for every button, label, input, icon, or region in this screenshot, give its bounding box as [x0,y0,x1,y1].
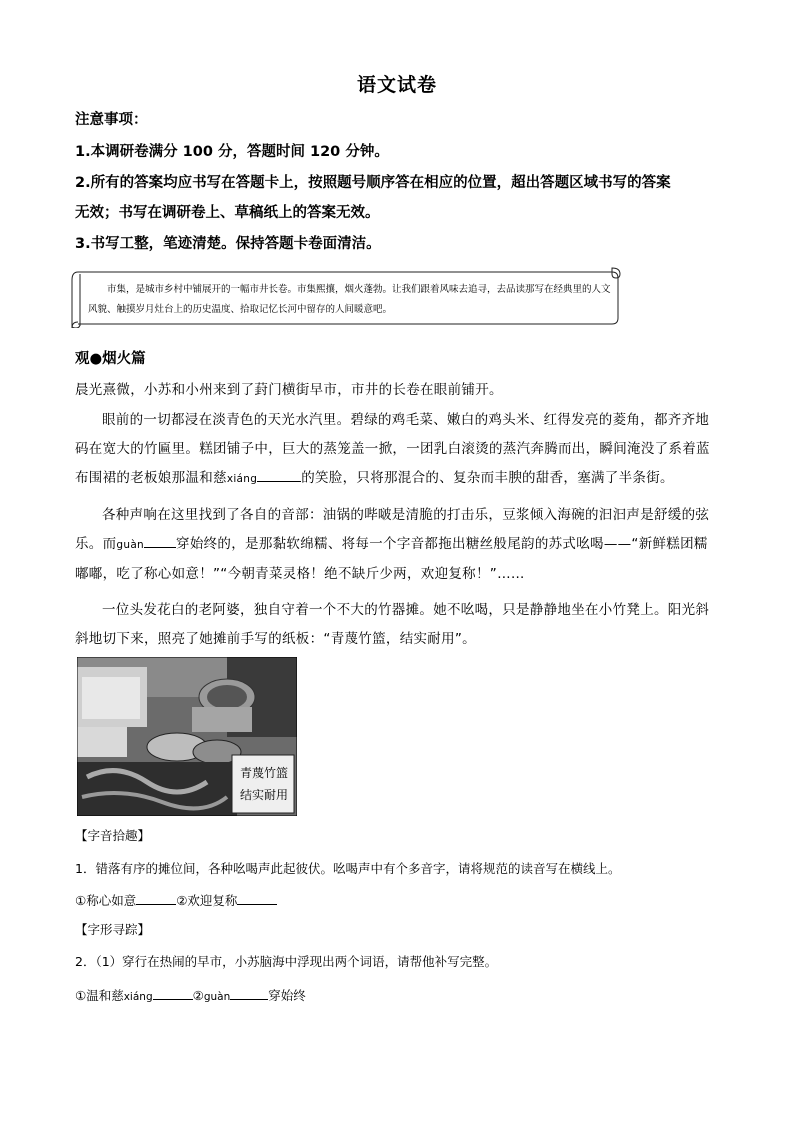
notice-item-3: 3.书写工整，笔迹清楚。保持答题卡卷面清洁。 [75,236,381,252]
paragraph-3-text-b: 穿始终的，是那黏软绵糯、将每一个字音都拖出糖丝般尾韵的苏式吆喝——“新鲜糕团糯嘟嘟，吃了称心如意！”“今朝青菜灵格！绝不缺斤少两，欢迎复称！”…… [75,536,708,582]
q2-answer-blank-2 [230,985,268,1000]
q2-option-2: ② [192,988,204,1003]
notice-item-2a: 2.所有的答案均应书写在答题卡上，按照题号顺序答在相应的位置，超出答题区域书写的答案 [75,175,671,191]
q1-answer-blank-2 [237,890,277,905]
paragraph-2-text-b: 的笑脸，只将那混合的、复杂而丰腴的甜香，塞满了半条街。 [301,470,674,486]
paragraph-2 [75,406,721,494]
q1-option-1: ①称心如意 [75,893,137,908]
photo-sign [236,762,292,806]
q1-option-2: ②欢迎复称 [176,893,238,908]
scroll-banner-text: 市集，是城市乡村中铺展开的一幅市井长卷。市集熙攘，烟火蓬勃。让我们跟着风味去追寻，去品读那写在经典里的人文风貌、触摸岁月灶台上的历史温度、拾取记忆长河中留存的人间暖意吧。 [88,284,611,315]
photo-sign-line-2: 结实耐用 [239,788,288,802]
paragraph-3 [75,501,721,589]
answer-blank [144,533,176,548]
question-2: 2．（1）穿行在热闹的早市，小苏脑海中浮现出两个词语，请帮他补写完整。 [75,954,498,969]
paragraph-1: 晨光熹微，小苏和小州来到了葑门横街早市，市井的长卷在眼前铺开。 [75,382,503,398]
notice-item-1: 1.本调研卷满分 100 分，答题时间 120 分钟。 [75,144,389,160]
q2-pinyin-1: xiáng [123,991,153,1003]
pinyin-guan: guàn [116,539,145,551]
photo-sign-line-1: 青蔑竹篮 [239,766,288,780]
question-1: 1．错落有序的摊位间，各种吆喝声此起彼伏。吆喝声中有个多音字，请将规范的读音写在横线上。 [75,861,621,876]
section-tag-characters: 【字形寻踪】 [75,922,151,937]
q2-option-2-tail: 穿始终 [268,988,306,1003]
q2-answer-blank-1 [153,985,193,1000]
notice-heading: 注意事项： [75,112,148,128]
paragraph-3-text-a: 各种声响在这里找到了各自的音部：油锅的哔啵是清脆的打击乐，豆浆倾入海碗的汩汩声是舒缓的弦乐。而 [75,507,710,552]
q2-option-1: ①温和慈 [75,988,124,1003]
section-title: 观●烟火篇 [75,351,146,367]
page-title: 语文试卷 [356,74,437,96]
section-tag-pronunciation: 【字音拾趣】 [75,828,151,843]
notice-item-2b: 无效；书写在调研卷上、草稿纸上的答案无效。 [75,205,380,221]
q1-answer-blank-1 [136,890,176,905]
pinyin-xiang: xiáng [226,473,258,485]
q2-pinyin-2: guàn [203,991,231,1003]
paragraph-2-text-a: 眼前的一切都浸在淡青色的天光水汽里。碧绿的鸡毛菜、嫩白的鸡头米、红得发亮的菱角，都齐齐地码在宽大的竹匾里。糕团铺子中，巨大的蒸笼盖一掀，一团乳白滚烫的蒸汽奔腾而出，瞬间淹没了系着蓝布围裙的老板娘那温和慈 [75,412,710,486]
paragraph-4: 一位头发花白的老阿婆，独自守着一个不大的竹器摊。她不吆喝，只是静静地坐在小竹凳上。阳光斜斜地切下来，照亮了她摊前手写的纸板：“青蔑竹篮，结实耐用”。 [75,602,710,647]
question-2-options [75,985,721,1007]
answer-blank [257,467,301,482]
question-1-options [75,890,721,911]
